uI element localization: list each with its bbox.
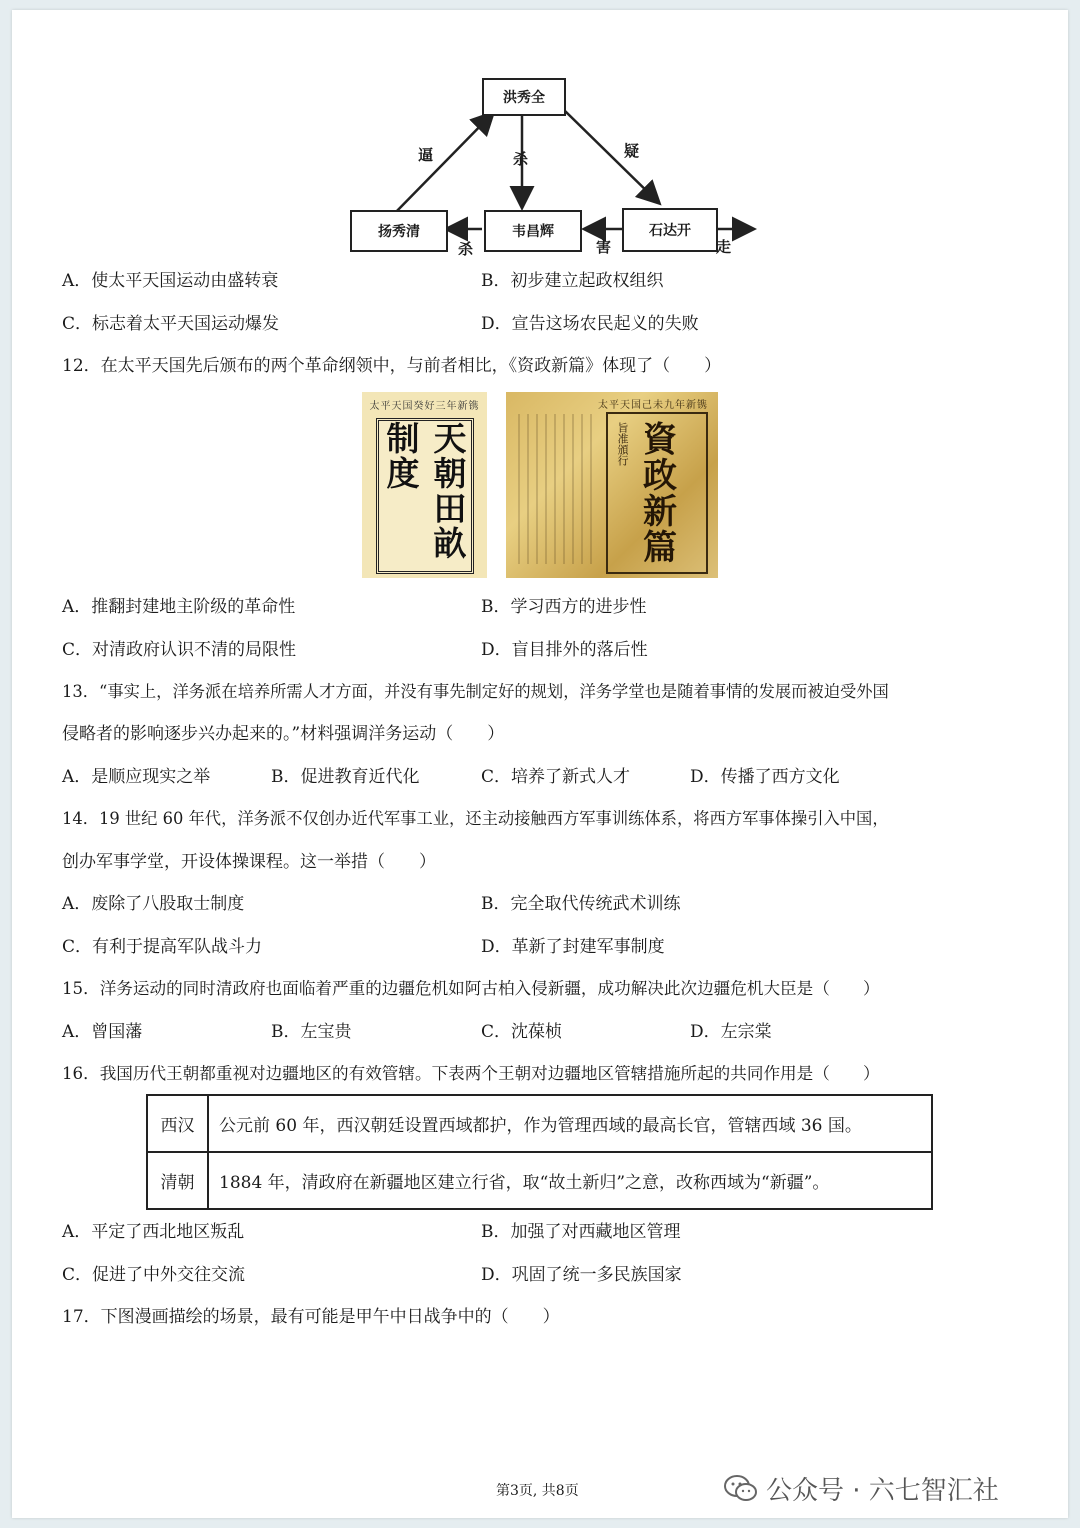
- q13-stem-line1: 13．“事实上，洋务派在培养所需人才方面，并没有事先制定好的规划，洋务学堂也是随着事情的发展而被迫受外国: [62, 682, 889, 701]
- q12-option-b: B．学习西方的进步性: [481, 597, 647, 617]
- q11-option-c: C．标志着太平天国运动爆发: [62, 314, 280, 334]
- q12-option-c: C．对清政府认识不清的局限性: [62, 640, 297, 660]
- table-cell-measure: 公元前 60 年，西汉朝廷设置西域都护，作为管理西域的最高长官，管辖西域 36 国。: [208, 1095, 932, 1152]
- watermark-text: 公众号 · 六七智汇社: [766, 1476, 999, 1506]
- watermark: [724, 1470, 999, 1507]
- q16-table: [146, 1094, 933, 1210]
- arrow-yang-to-hong: [392, 114, 492, 216]
- label-sha-1: 杀: [513, 150, 529, 168]
- label-zou: 走: [716, 238, 732, 256]
- q15-option-c: C．沈葆桢: [481, 1022, 563, 1042]
- q11-option-d: D．宣告这场农民起义的失败: [481, 314, 699, 334]
- q14-option-b: B．完全取代传统武术训练: [481, 894, 681, 914]
- q14-option-a: A．废除了八股取士制度: [62, 894, 245, 914]
- label-yi: 疑: [624, 142, 640, 160]
- q11-option-a: A．使太平天国运动由盛转衰: [62, 271, 279, 291]
- q13-option-b: B．促进教育近代化: [271, 767, 420, 787]
- table-row: [147, 1095, 932, 1152]
- page-number: 第3页, 共8页: [496, 1483, 579, 1499]
- label-sha-2: 杀: [458, 240, 474, 258]
- q16-stem: 16．我国历代王朝都重视对边疆地区的有效管辖。下表两个王朝对边疆地区管辖措施所起的共同作用是（ ）: [62, 1064, 880, 1083]
- exam-page: [12, 10, 1068, 1518]
- q14-stem-line1: 14．19 世纪 60 年代，洋务派不仅创办近代军事工业，还主动接触西方军事训练体系，将西方军事体操引入中国，: [62, 809, 889, 828]
- q13-option-c: C．培养了新式人才: [481, 767, 631, 787]
- q13-stem-line2: 侵略者的影响逐步兴办起来的。”材料强调洋务运动（ ）: [62, 724, 505, 744]
- q15-option-d: D．左宗棠: [690, 1022, 772, 1042]
- zizheng-xinpian-image: [506, 392, 718, 578]
- image1-title: 天朝田畝制度: [381, 421, 468, 561]
- image2-title: 資政新篇: [636, 421, 677, 565]
- q15-option-a: A．曾国藩: [62, 1022, 143, 1042]
- node-wei-changhui: 韦昌辉: [484, 210, 582, 252]
- q12-stem: 12．在太平天国先后颁布的两个革命纲领中，与前者相比，《资政新篇》体现了（ ）: [62, 356, 722, 376]
- relationship-diagram: [332, 74, 772, 264]
- wechat-icon: [724, 1474, 758, 1504]
- table-row: [147, 1152, 932, 1209]
- image2-side-label: 旨准頒行: [616, 422, 629, 466]
- tianchao-tianmu-zhidu-image: [362, 392, 487, 578]
- q12-option-d: D．盲目排外的落后性: [481, 640, 648, 660]
- q11-option-b: B．初步建立起政权组织: [481, 271, 664, 291]
- label-hai: 害: [596, 238, 612, 256]
- q14-stem-line2: 创办军事学堂，开设体操课程。这一举措（ ）: [62, 852, 436, 872]
- node-hong-xiuquan: 洪秀全: [482, 78, 566, 116]
- table-cell-dynasty: 西汉: [147, 1095, 208, 1152]
- q16-option-c: C．促进了中外交往交流: [62, 1265, 246, 1285]
- q16-option-d: D．巩固了统一多民族国家: [481, 1265, 682, 1285]
- node-yang-xiuqing: 扬秀清: [350, 210, 448, 252]
- table-cell-measure: 1884 年，清政府在新疆地区建立行省，取“故土新归”之意，改称西域为“新疆”。: [208, 1152, 932, 1209]
- q16-option-a: A．平定了西北地区叛乱: [62, 1222, 245, 1242]
- q13-option-a: A．是顺应现实之举: [62, 767, 211, 787]
- q17-stem: 17．下图漫画描绘的场景，最有可能是甲午中日战争中的（ ）: [62, 1307, 560, 1327]
- table-cell-dynasty: 清朝: [147, 1152, 208, 1209]
- image1-header: 太平天国癸好三年新镌: [369, 401, 480, 412]
- image2-header: 太平天国己未九年新镌: [598, 400, 708, 411]
- q13-option-d: D．传播了西方文化: [690, 767, 840, 787]
- q12-option-a: A．推翻封建地主阶级的革命性: [62, 597, 296, 617]
- q14-option-c: C．有利于提高军队战斗力: [62, 937, 263, 957]
- node-shi-dakai: 石达开: [622, 208, 718, 252]
- q14-option-d: D．革新了封建军事制度: [481, 937, 665, 957]
- q15-stem: 15．洋务运动的同时清政府也面临着严重的边疆危机如阿古柏入侵新疆，成功解决此次边疆危机大臣是（ ）: [62, 979, 880, 998]
- label-bi: 逼: [418, 146, 434, 164]
- arrow-hong-to-shi: [564, 110, 658, 202]
- q16-option-b: B．加强了对西藏地区管理: [481, 1222, 681, 1242]
- q15-option-b: B．左宝贵: [271, 1022, 352, 1042]
